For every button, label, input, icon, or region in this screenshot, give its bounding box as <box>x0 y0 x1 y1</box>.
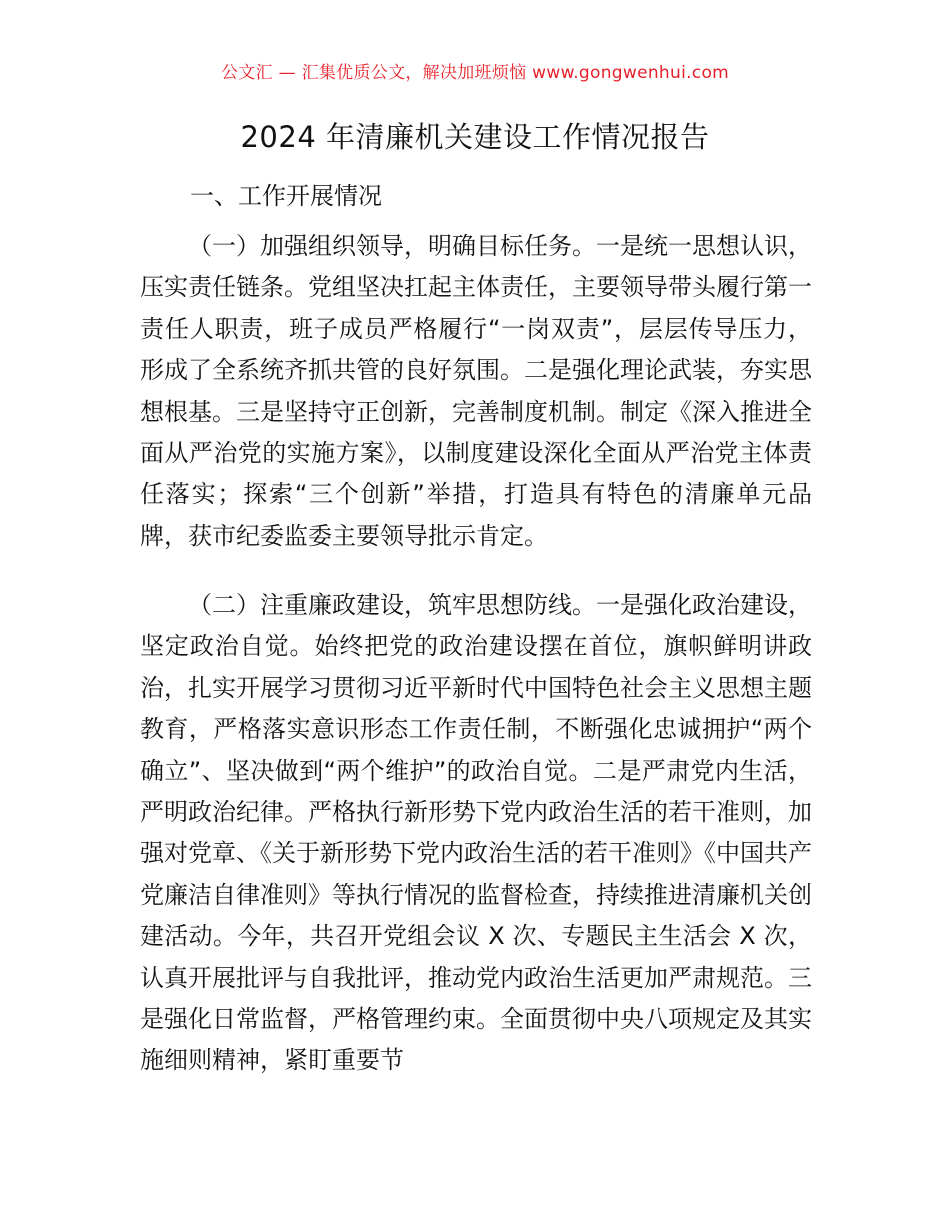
document-title: 2024 年清廉机关建设工作情况报告 <box>240 120 710 154</box>
paragraph-text: （一）加强组织领导，明确目标任务。一是统一思想认识，压实责任链条。党组坚决扛起主体责任，主要领导带头履行第一责任人职责，班子成员严格履行“一岗双责”，层层传导压力，形成了全系统齐抓共管的良好氛围。二是强化理论武装，夯实思想根基。三是坚持守正创新，完善制度机制。制定《深入推进全面从严治党的实施方案》，以制度建设深化全面从严治党主体责任落实；探索“三个创新”举措，打造具有特色的清廉单元品牌，获市纪委监委主要领导批示肯定。 <box>140 232 812 550</box>
section-heading: 一、工作开展情况 <box>190 182 382 210</box>
paragraph-text: （二）注重廉政建设，筑牢思想防线。一是强化政治建设，坚定政治自觉。始终把党的政治建设摆在首位，旗帜鲜明讲政治，扎实开展学习贯彻习近平新时代中国特色社会主义思想主题教育，严格落实意识形态工作责任制，不断强化忠诚拥护“两个确立”、坚决做到“两个维护”的政治自觉。二是严肃党内生活，严明政治纪律。严格执行新形势下党内政治生活的若干准则，加强对党章、《关于新形势下党内政治生活的若干准则》《中国共产党廉洁自律准则》等执行情况的监督检查，持续推进清廉机关创建活动。今年，共召开党组会议 X 次、专题民主生活会 X 次，认真开展批评与自我批评，推动党内政治生活更加严肃规范。三是强化日常监督，严格管理约束。全面贯彻中央八项规定及其实施细则精神，紧盯重要节 <box>140 591 812 1075</box>
header-watermark-link[interactable]: 公文汇 — 汇集优质公文，解决加班烦恼 www.gongwenhui.com <box>220 63 730 83</box>
body-paragraph-2 <box>140 585 812 1082</box>
body-paragraph-1 <box>140 226 812 557</box>
